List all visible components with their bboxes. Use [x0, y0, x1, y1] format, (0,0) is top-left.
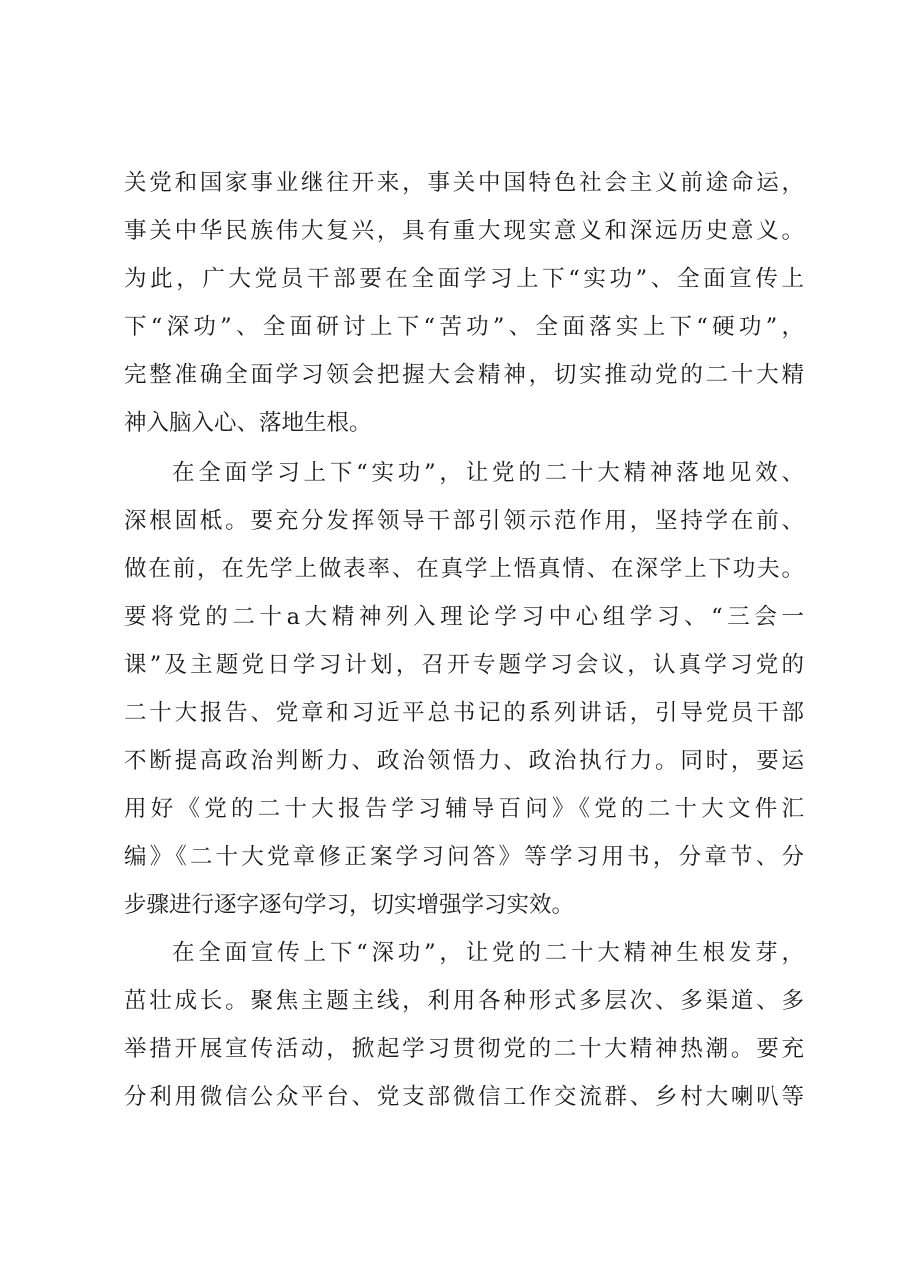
- text-line: 编》《二十大党章修正案学习问答》等学习用书，分章节、分: [124, 844, 804, 870]
- text-line: 用好《党的二十大报告学习辅导百问》《党的二十大文件汇: [124, 796, 804, 822]
- text-line: 为此，广大党员干部要在全面学习上下“实功”、全面宣传上: [124, 266, 804, 292]
- text-line: 做在前，在先学上做表率、在真学上悟真情、在深学上下功夫。: [124, 556, 804, 582]
- text-line: 在全面学习上下“实功”，让党的二十大精神落地见效、: [172, 460, 804, 486]
- text-line: 事关中华民族伟大复兴，具有重大现实意义和深远历史意义。: [124, 218, 804, 244]
- text-line: 二十大报告、党章和习近平总书记的系列讲话，引导党员干部: [124, 700, 804, 726]
- text-line: 步骤进行逐字逐句学习，切实增强学习实效。: [124, 892, 575, 918]
- text-line: 完整准确全面学习领会把握大会精神，切实推动党的二十大精: [124, 362, 804, 388]
- text-line: 茁壮成长。聚焦主题主线，利用各种形式多层次、多渠道、多: [124, 988, 804, 1014]
- text-line: 神入脑入心、落地生根。: [124, 410, 372, 436]
- text-line: 下“深功”、全面研讨上下“苦功”、全面落实上下“硬功”，: [124, 314, 804, 340]
- text-line: 要将党的二十a大精神列入理论学习中心组学习、“三会一: [124, 604, 804, 630]
- text-line: 分利用微信公众平台、党支部微信工作交流群、乡村大喇叭等: [124, 1084, 804, 1110]
- text-line: 举措开展宣传活动，掀起学习贯彻党的二十大精神热潮。要充: [124, 1036, 804, 1062]
- text-line: 不断提高政治判断力、政治领悟力、政治执行力。同时，要运: [124, 748, 804, 774]
- text-line: 深根固柢。要充分发挥领导干部引领示范作用，坚持学在前、: [124, 508, 804, 534]
- text-line: 课”及主题党日学习计划，召开专题学习会议，认真学习党的: [124, 652, 804, 678]
- text-line: 关党和国家事业继往开来，事关中国特色社会主义前途命运，: [124, 170, 804, 196]
- text-line: 在全面宣传上下“深功”，让党的二十大精神生根发芽，: [172, 940, 804, 966]
